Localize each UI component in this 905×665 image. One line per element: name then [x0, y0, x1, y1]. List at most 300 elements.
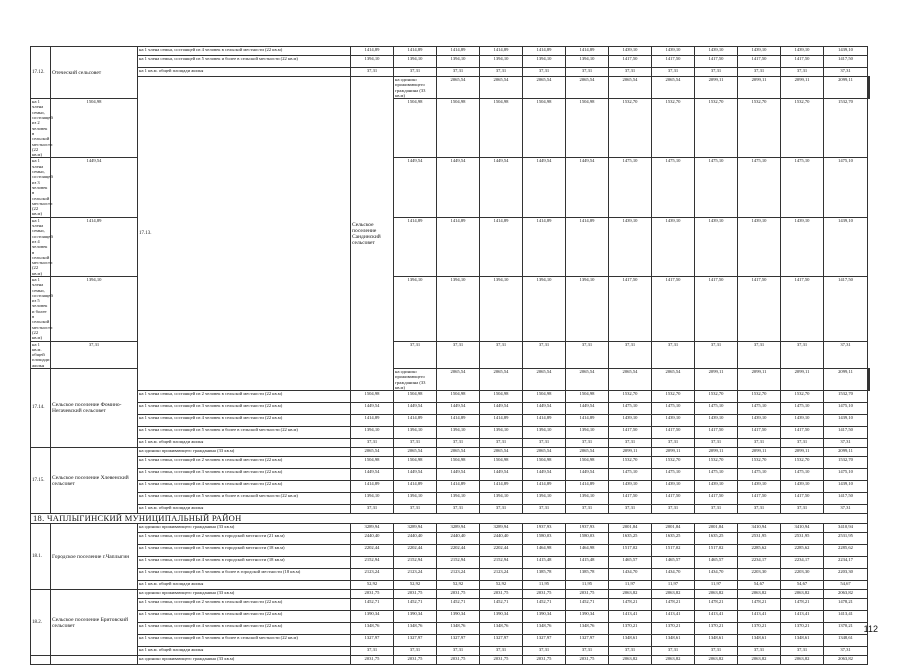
value-cell: 2152,94 [394, 557, 437, 569]
value-cell: 1439,10 [609, 217, 652, 276]
value-cell: 1394,10 [437, 493, 480, 505]
value-cell: 2234,17 [824, 557, 868, 569]
value-cell: 37,31 [824, 647, 868, 656]
value-cell: 1475,10 [824, 469, 868, 481]
value-cell: 2234,17 [781, 557, 824, 569]
value-cell: 37,31 [695, 439, 738, 448]
tariff-table [30, 46, 870, 665]
value-cell: 1327,97 [566, 635, 609, 647]
table-row [31, 448, 870, 457]
value-cell: 37,31 [394, 68, 437, 77]
value-cell: 1504,98 [437, 99, 480, 158]
value-cell: 2065,54 [609, 369, 652, 391]
table-row [31, 481, 870, 493]
norm-description: на 1 члена семьи, состоящей из 3 человек в городской местности (18 кв.м) [138, 545, 351, 557]
value-cell: 1370,21 [652, 623, 695, 635]
value-cell: 1449,54 [566, 403, 609, 415]
value-cell: 37,31 [738, 505, 781, 514]
value-cell: 1394,10 [351, 56, 394, 68]
value-cell: 1478,21 [781, 599, 824, 611]
norm-description: на 1 кв.м. общей площади жилья [138, 505, 351, 514]
value-cell: 1449,54 [480, 158, 523, 217]
value-cell: 1532,70 [824, 391, 868, 403]
table-row [31, 524, 870, 533]
value-cell: 1532,70 [695, 457, 738, 469]
value-cell: 1532,70 [738, 99, 781, 158]
norm-description: на одиноко проживающего гражданина (33 кв.м) [138, 448, 351, 457]
value-cell: 52,92 [394, 581, 437, 590]
value-cell: 37,31 [652, 439, 695, 448]
value-cell: 2203,30 [738, 569, 781, 581]
value-cell: 1452,71 [394, 599, 437, 611]
norm-description: на 1 члена семьи, состоящей из 5 человек и более в сельской местности (22 кв.м) [138, 56, 351, 68]
value-cell: 1394,10 [566, 493, 609, 505]
value-cell: 1517,02 [695, 545, 738, 557]
value-cell: 1439,10 [824, 217, 868, 276]
value-cell: 1394,10 [437, 427, 480, 439]
value-cell: 37,31 [566, 439, 609, 448]
value-cell: 37,31 [351, 647, 394, 656]
page-number: 112 [863, 624, 878, 634]
value-cell: 54,67 [738, 581, 781, 590]
value-cell: 2099,11 [824, 77, 868, 99]
value-cell: 2531,95 [824, 533, 868, 545]
value-cell: 1417,50 [781, 493, 824, 505]
norm-description: на 1 члена семьи, состоящей из 2 человек в сельской местности (22 кв.м) [138, 391, 351, 403]
value-cell: 1414,89 [566, 217, 609, 276]
value-cell: 2531,95 [781, 533, 824, 545]
value-cell: 1475,10 [738, 403, 781, 415]
value-cell: 1449,54 [437, 158, 480, 217]
value-cell: 1504,98 [566, 99, 609, 158]
value-cell: 1449,54 [351, 403, 394, 415]
value-cell: 52,92 [480, 581, 523, 590]
value-cell: 2065,54 [437, 369, 480, 391]
value-cell: 1449,54 [566, 158, 609, 217]
value-cell: 1414,89 [394, 481, 437, 493]
value-cell: 1478,21 [695, 599, 738, 611]
value-cell: 2031,75 [394, 590, 437, 599]
value-cell: 1449,54 [437, 403, 480, 415]
value-cell: 37,31 [738, 439, 781, 448]
value-cell: 1439,10 [824, 415, 868, 427]
row-index: 17.15. [31, 448, 51, 514]
value-cell: 2063,82 [824, 590, 868, 599]
value-cell: 37,31 [523, 505, 566, 514]
table-row [31, 439, 870, 448]
value-cell: 1417,50 [781, 56, 824, 68]
value-cell: 37,31 [566, 341, 609, 368]
norm-description: на 1 кв.м. общей площади жилья [138, 581, 351, 590]
value-cell: 37,31 [738, 68, 781, 77]
table-row [31, 403, 870, 415]
value-cell: 1439,10 [781, 47, 824, 56]
value-cell: 1327,97 [351, 635, 394, 647]
value-cell: 1532,70 [781, 457, 824, 469]
value-cell: 2099,11 [738, 448, 781, 457]
value-cell: 2285,62 [824, 545, 868, 557]
value-cell: 1417,50 [738, 493, 781, 505]
settlement-name [51, 656, 138, 665]
value-cell: 37,31 [437, 341, 480, 368]
value-cell: 2152,94 [351, 557, 394, 569]
value-cell: 1532,70 [824, 99, 868, 158]
value-cell: 2152,94 [437, 557, 480, 569]
value-cell: 1532,70 [652, 391, 695, 403]
norm-description: на 1 члена семьи, состоящей из 2 человек в сельской местности (22 кв.м) [138, 457, 351, 469]
value-cell: 2202,44 [394, 545, 437, 557]
value-cell: 11,95 [566, 581, 609, 590]
value-cell: 1452,71 [351, 599, 394, 611]
value-cell: 1475,10 [781, 403, 824, 415]
value-cell: 1413,41 [781, 611, 824, 623]
value-cell: 54,67 [781, 581, 824, 590]
value-cell: 2099,11 [695, 77, 738, 99]
value-cell: 1370,21 [738, 623, 781, 635]
value-cell: 1390,34 [437, 611, 480, 623]
value-cell: 2065,54 [566, 448, 609, 457]
table-row [31, 415, 870, 427]
value-cell: 1414,89 [480, 481, 523, 493]
value-cell: 1370,21 [781, 623, 824, 635]
value-cell: 1475,10 [824, 158, 868, 217]
value-cell: 1580,03 [523, 533, 566, 545]
value-cell: 2065,54 [523, 369, 566, 391]
value-cell: 1532,70 [652, 457, 695, 469]
value-cell: 1417,50 [738, 56, 781, 68]
value-cell: 1517,02 [652, 545, 695, 557]
row-index: 17.12. [31, 47, 51, 99]
value-cell: 1504,98 [437, 391, 480, 403]
value-cell: 1394,10 [394, 493, 437, 505]
value-cell: 37,31 [480, 505, 523, 514]
value-cell: 1532,70 [824, 457, 868, 469]
value-cell: 37,31 [523, 439, 566, 448]
norm-description: на 1 члена семьи, состоящей из 4 человек в сельской местности (22 кв.м) [138, 415, 351, 427]
value-cell: 2031,75 [480, 656, 523, 665]
value-cell: 1370,21 [695, 623, 738, 635]
value-cell: 1475,10 [781, 158, 824, 217]
value-cell: 2065,54 [523, 448, 566, 457]
value-cell: 1475,10 [652, 469, 695, 481]
value-cell: 2065,54 [394, 448, 437, 457]
value-cell: 1937,93 [523, 524, 566, 533]
value-cell: 37,31 [652, 68, 695, 77]
value-cell: 1414,89 [437, 415, 480, 427]
value-cell: 37,31 [523, 341, 566, 368]
value-cell: 1414,89 [394, 217, 437, 276]
value-cell: 2031,75 [351, 656, 394, 665]
table-row [31, 590, 870, 599]
value-cell: 1414,89 [394, 47, 437, 56]
value-cell: 1348,76 [437, 623, 480, 635]
value-cell: 2063,82 [609, 590, 652, 599]
value-cell: 37,31 [695, 341, 738, 368]
value-cell: 2063,82 [738, 656, 781, 665]
value-cell: 1414,89 [480, 47, 523, 56]
value-cell: 1370,21 [824, 623, 868, 635]
value-cell: 1417,50 [738, 276, 781, 341]
value-cell: 1449,54 [523, 469, 566, 481]
value-cell: 3289,94 [394, 524, 437, 533]
table-row [31, 56, 870, 68]
value-cell: 1475,10 [652, 158, 695, 217]
value-cell: 1327,97 [523, 635, 566, 647]
value-cell: 1449,54 [523, 403, 566, 415]
table-row [31, 647, 870, 656]
value-cell: 1532,70 [609, 391, 652, 403]
norm-description: на 1 члена семьи, состоящей из 5 человек и более в сельской местности (22 кв.м) [138, 427, 351, 439]
value-cell: 37,31 [781, 439, 824, 448]
value-cell: 1394,10 [523, 427, 566, 439]
value-cell: 1517,02 [609, 545, 652, 557]
value-cell: 1449,54 [566, 469, 609, 481]
value-cell: 2099,11 [652, 448, 695, 457]
value-cell: 1417,50 [652, 427, 695, 439]
value-cell: 1417,50 [652, 56, 695, 68]
norm-description: на 1 члена семьи, состоящей из 3 человек в сельской местности (22 кв.м) [138, 403, 351, 415]
value-cell: 1475,10 [695, 403, 738, 415]
norm-description: на одиноко проживающего гражданина (33 кв.м) [394, 77, 437, 99]
value-cell: 37,31 [394, 341, 437, 368]
value-cell: 2063,82 [695, 656, 738, 665]
value-cell: 37,31 [781, 341, 824, 368]
value-cell: 2063,82 [609, 656, 652, 665]
value-cell: 1394,10 [523, 56, 566, 68]
value-cell: 2099,11 [738, 77, 781, 99]
norm-description: на 1 члена семьи, состоящей из 4 человек в сельской местности (22 кв.м) [32, 217, 53, 276]
value-cell: 1348,76 [523, 623, 566, 635]
value-cell: 2065,54 [652, 369, 695, 391]
value-cell: 1417,50 [695, 493, 738, 505]
value-cell: 2123,24 [351, 569, 394, 581]
value-cell: 1449,54 [437, 469, 480, 481]
value-cell: 37,31 [437, 439, 480, 448]
value-cell: 1417,50 [609, 427, 652, 439]
value-cell: 1439,10 [652, 415, 695, 427]
value-cell: 1504,98 [566, 391, 609, 403]
value-cell: 1504,98 [51, 99, 138, 158]
value-cell: 1414,89 [480, 415, 523, 427]
settlement-name: Сельское поселение Фомино-Негачевский сельсовет [51, 369, 138, 448]
value-cell: 2440,40 [480, 533, 523, 545]
table-row [31, 68, 870, 77]
value-cell: 1417,50 [824, 493, 868, 505]
value-cell: 37,31 [394, 439, 437, 448]
value-cell: 1532,70 [609, 457, 652, 469]
value-cell: 1348,61 [781, 635, 824, 647]
norm-description: на 1 члена семьи, состоящей из 5 человек и более в сельской местности (22 кв.м) [138, 635, 351, 647]
value-cell: 2099,11 [781, 369, 824, 391]
value-cell: 37,31 [824, 341, 868, 368]
value-cell: 1475,10 [652, 403, 695, 415]
value-cell: 1414,89 [351, 481, 394, 493]
value-cell: 1414,89 [523, 217, 566, 276]
value-cell: 1394,10 [523, 493, 566, 505]
value-cell: 1635,25 [695, 533, 738, 545]
value-cell: 2123,24 [394, 569, 437, 581]
value-cell: 1390,34 [480, 611, 523, 623]
value-cell: 2123,24 [437, 569, 480, 581]
value-cell: 37,31 [738, 341, 781, 368]
norm-description: на 1 члена семьи, состоящей из 2 человек в городской местности (21 кв.м) [138, 533, 351, 545]
value-cell: 1504,98 [394, 99, 437, 158]
settlement-name: Сельское поселение Бритовский сельсовет [51, 590, 138, 656]
value-cell: 1532,70 [781, 99, 824, 158]
value-cell: 1532,70 [738, 391, 781, 403]
value-cell: 2099,11 [781, 448, 824, 457]
value-cell: 2099,11 [695, 369, 738, 391]
value-cell: 2202,44 [437, 545, 480, 557]
value-cell: 1394,10 [437, 276, 480, 341]
value-cell: 1532,70 [695, 99, 738, 158]
settlement-name: Отеческий сельсовет [51, 47, 138, 99]
value-cell [869, 369, 870, 391]
value-cell: 37,31 [695, 647, 738, 656]
value-cell: 3410,94 [781, 524, 824, 533]
norm-description: на 1 члена семьи, состоящей из 3 человек в сельской местности (22 кв.м) [138, 611, 351, 623]
value-cell: 1475,10 [609, 403, 652, 415]
value-cell: 1475,10 [824, 403, 868, 415]
value-cell: 1434,70 [609, 569, 652, 581]
value-cell: 1439,10 [609, 481, 652, 493]
value-cell: 37,31 [351, 439, 394, 448]
table-row [31, 635, 870, 647]
section-row [31, 514, 870, 524]
value-cell: 1348,76 [351, 623, 394, 635]
value-cell: 1394,10 [51, 276, 138, 341]
value-cell: 1452,71 [437, 599, 480, 611]
value-cell: 1439,10 [695, 47, 738, 56]
norm-description: на 1 члена семьи, состоящей из 4 человек в городской местности (18 кв.м) [138, 557, 351, 569]
value-cell: 1504,98 [480, 99, 523, 158]
value-cell: 2099,11 [781, 77, 824, 99]
value-cell: 1449,54 [523, 158, 566, 217]
value-cell: 1414,89 [351, 415, 394, 427]
value-cell: 3289,94 [437, 524, 480, 533]
value-cell: 1390,34 [394, 611, 437, 623]
value-cell: 2063,82 [781, 590, 824, 599]
value-cell: 1394,10 [523, 276, 566, 341]
value-cell: 1414,89 [437, 217, 480, 276]
value-cell: 37,31 [738, 647, 781, 656]
table-row [31, 533, 870, 545]
value-cell: 2099,11 [738, 369, 781, 391]
value-cell: 37,31 [566, 68, 609, 77]
norm-description: на 1 члена семьи, состоящей из 5 человек и более в сельской местности (22 кв.м) [32, 276, 53, 341]
value-cell: 37,31 [695, 68, 738, 77]
value-cell: 1413,41 [695, 611, 738, 623]
norm-description: на 1 кв.м. общей площади жилья [32, 341, 50, 368]
value-cell: 1504,98 [523, 457, 566, 469]
value-cell: 1414,89 [394, 415, 437, 427]
value-cell: 2065,54 [480, 77, 523, 99]
value-cell: 1417,50 [738, 427, 781, 439]
value-cell: 1390,34 [523, 611, 566, 623]
value-cell: 1449,54 [394, 469, 437, 481]
value-cell: 1417,50 [824, 276, 868, 341]
value-cell: 2531,95 [738, 533, 781, 545]
value-cell: 1394,10 [566, 56, 609, 68]
value-cell: 1417,50 [695, 56, 738, 68]
value-cell: 2065,54 [523, 77, 566, 99]
value-cell: 1348,61 [824, 635, 868, 647]
value-cell: 1348,76 [394, 623, 437, 635]
value-cell: 1417,50 [781, 276, 824, 341]
value-cell: 1439,10 [652, 217, 695, 276]
value-cell: 37,31 [480, 68, 523, 77]
value-cell: 37,31 [781, 647, 824, 656]
value-cell: 1439,10 [695, 217, 738, 276]
value-cell: 1394,10 [480, 427, 523, 439]
value-cell: 1478,21 [609, 599, 652, 611]
value-cell: 2063,82 [652, 590, 695, 599]
value-cell: 37,31 [566, 505, 609, 514]
value-cell: 37,31 [781, 68, 824, 77]
value-cell: 2065,54 [351, 448, 394, 457]
value-cell: 37,31 [51, 341, 138, 368]
value-cell: 1439,10 [738, 47, 781, 56]
norm-description: на одиноко проживающего гражданина (33 кв.м) [138, 590, 351, 599]
value-cell: 1449,54 [394, 158, 437, 217]
value-cell: 1394,10 [351, 427, 394, 439]
value-cell: 1413,41 [738, 611, 781, 623]
value-cell: 1504,98 [523, 391, 566, 403]
value-cell: 1439,10 [652, 47, 695, 56]
value-cell: 1475,10 [609, 469, 652, 481]
value-cell: 37,31 [480, 439, 523, 448]
value-cell: 2063,82 [824, 656, 868, 665]
value-cell: 2031,75 [351, 590, 394, 599]
table-row [31, 545, 870, 557]
value-cell: 1439,10 [738, 481, 781, 493]
value-cell: 1532,70 [609, 99, 652, 158]
value-cell: 1417,50 [652, 276, 695, 341]
value-cell: 1417,50 [695, 276, 738, 341]
value-cell: 2099,11 [609, 448, 652, 457]
value-cell: 1414,89 [566, 47, 609, 56]
value-cell: 11,97 [652, 581, 695, 590]
value-cell: 1635,25 [609, 533, 652, 545]
value-cell: 37,31 [824, 68, 868, 77]
value-cell: 1434,70 [695, 569, 738, 581]
value-cell: 37,31 [652, 341, 695, 368]
table-row [31, 623, 870, 635]
value-cell: 1465,57 [695, 557, 738, 569]
settlement-name: Сельское поселение Сандинский сельсовет [351, 77, 394, 391]
norm-description: на 1 кв.м. общей площади жилья [138, 68, 351, 77]
value-cell: 3289,94 [480, 524, 523, 533]
table-row [31, 469, 870, 481]
norm-description: на 1 члена семьи, состоящей из 4 человек в сельской местности (22 кв.м) [138, 47, 351, 56]
value-cell: 1348,61 [695, 635, 738, 647]
value-cell: 1452,71 [480, 599, 523, 611]
value-cell: 1452,71 [523, 599, 566, 611]
value-cell: 1370,21 [609, 623, 652, 635]
value-cell: 37,31 [523, 647, 566, 656]
value-cell: 2031,75 [523, 656, 566, 665]
value-cell: 2065,54 [566, 77, 609, 99]
value-cell: 1414,89 [523, 47, 566, 56]
norm-description: на 1 члена семьи, состоящей из 3 человек в сельской местности (22 кв.м) [32, 158, 53, 217]
value-cell: 3410,94 [824, 524, 868, 533]
norm-description: на 1 кв.м. общей площади жилья [138, 647, 351, 656]
value-cell: 37,31 [351, 68, 394, 77]
value-cell: 2123,24 [480, 569, 523, 581]
value-cell: 2001,84 [609, 524, 652, 533]
table-row [31, 493, 870, 505]
value-cell: 37,31 [781, 505, 824, 514]
